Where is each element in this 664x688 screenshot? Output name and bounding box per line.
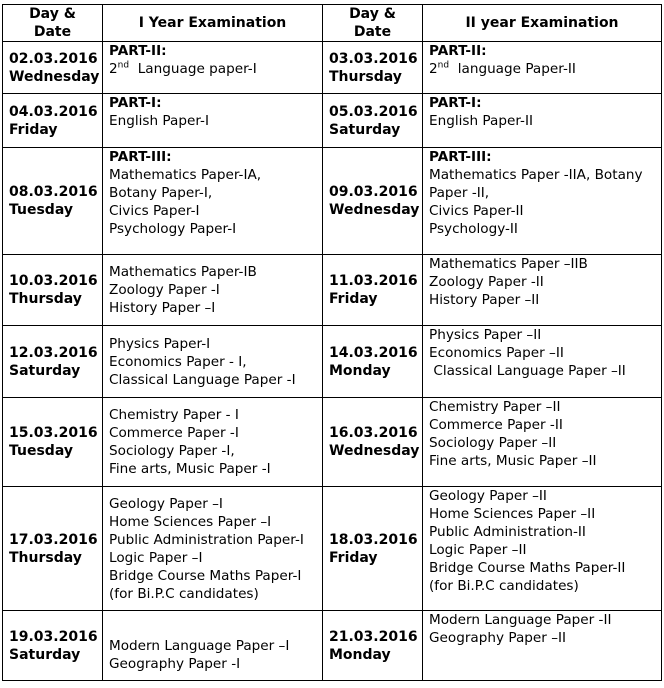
exam-date: 21.03.2016 (329, 628, 418, 645)
exam-date: 09.03.2016 (329, 184, 418, 200)
exam-paper-line: Modern Language Paper -II (429, 612, 612, 628)
exam-paper-line: Economics Paper - I, (109, 353, 247, 370)
second-year-exam-cell (423, 611, 662, 681)
exam-date: 11.03.2016 (329, 273, 418, 289)
exam-paper-line: Zoology Paper -I (109, 282, 220, 298)
first-year-exam-cell (103, 398, 323, 487)
exam-weekday: Saturday (9, 362, 81, 379)
exam-weekday: Thursday (9, 291, 82, 307)
first-year-date-cell (3, 398, 103, 487)
exam-paper-line: Mathematics Paper-IA, (109, 167, 262, 183)
exam-weekday: Wednesday (329, 202, 420, 218)
exam-paper-line: Home Sciences Paper –I (109, 513, 272, 530)
exam-paper-line: Civics Paper-I (109, 203, 200, 219)
exam-paper-line: Sociology Paper –II (429, 435, 557, 451)
second-year-exam-cell (423, 326, 662, 398)
second-year-date-cell (323, 487, 423, 611)
second-year-date-cell (323, 255, 423, 326)
exam-paper-line: Logic Paper –II (429, 542, 527, 558)
first-year-exam-cell (103, 326, 323, 398)
exam-paper-line: (for Bi.P.C candidates) (109, 585, 259, 602)
second-year-date-cell (323, 611, 423, 681)
second-language-line (109, 60, 316, 78)
exam-weekday: Thursday (329, 68, 402, 85)
exam-paper-line: Mathematics Paper –IIB (429, 256, 588, 272)
table-row (3, 42, 662, 94)
exam-paper-line: Bridge Course Maths Paper-I (109, 567, 302, 584)
second-year-exam-cell (423, 94, 662, 148)
exam-paper-line: Public Administration Paper-I (109, 531, 304, 548)
header-day-date-2: Day & Date (323, 5, 423, 42)
exam-paper-line: Commerce Paper -I (109, 425, 239, 441)
exam-paper-line: Home Sciences Paper –II (429, 506, 596, 522)
exam-date: 15.03.2016 (9, 425, 98, 441)
second-year-exam-cell (423, 255, 662, 326)
exam-weekday: Wednesday (9, 68, 100, 85)
exam-date: 04.03.2016 (9, 103, 98, 120)
exam-part-heading: PART-II: (429, 43, 487, 59)
exam-paper-line: Classical Language Paper -I (109, 371, 296, 388)
first-year-date-cell (3, 94, 103, 148)
exam-paper-line: Logic Paper –I (109, 549, 203, 566)
first-year-exam-cell (103, 42, 323, 94)
exam-paper-line: Fine arts, Music Paper -I (109, 461, 271, 477)
first-year-exam-cell (103, 487, 323, 611)
exam-paper-line: Bridge Course Maths Paper-II (429, 560, 626, 576)
second-year-date-cell (323, 148, 423, 255)
exam-paper-line: Public Administration-II (429, 524, 586, 540)
exam-date: 08.03.2016 (9, 184, 98, 200)
lang-ordinal-suffix: nd (437, 60, 450, 71)
exam-paper-line: (for Bi.P.C candidates) (429, 578, 579, 594)
exam-paper-line: Sociology Paper -I, (109, 443, 235, 459)
exam-paper-line: History Paper –I (109, 300, 216, 316)
exam-paper-line: Chemistry Paper - I (109, 407, 239, 423)
lang-ordinal-suffix: nd (117, 60, 130, 71)
first-year-date-cell (3, 148, 103, 255)
exam-paper-line: Physics Paper-I (109, 335, 211, 352)
lang-ordinal: 2 (109, 61, 118, 77)
exam-date: 10.03.2016 (9, 273, 98, 289)
exam-paper-line: Geology Paper –II (429, 488, 547, 504)
exam-paper-line: Commerce Paper -II (429, 417, 563, 433)
exam-paper-line: Geology Paper –I (109, 495, 223, 512)
exam-part-heading: PART-III: (109, 149, 172, 165)
exam-part-heading: PART-II: (109, 43, 167, 59)
table-row (3, 326, 662, 398)
exam-date: 12.03.2016 (9, 344, 98, 361)
table-row (3, 398, 662, 487)
exam-paper-line: Botany Paper-I, (109, 185, 213, 201)
exam-weekday: Saturday (329, 121, 401, 138)
exam-date: 05.03.2016 (329, 103, 418, 120)
exam-date: 16.03.2016 (329, 425, 418, 441)
first-year-exam-cell (103, 148, 323, 255)
second-year-date-cell (323, 94, 423, 148)
exam-paper-line: English Paper-I (109, 113, 209, 129)
first-year-date-cell (3, 611, 103, 681)
exam-part-heading: PART-I: (429, 95, 482, 111)
second-year-date-cell (323, 398, 423, 487)
exam-weekday: Friday (329, 291, 378, 307)
table-row (3, 148, 662, 255)
exam-date: 19.03.2016 (9, 628, 98, 645)
second-language-line (429, 60, 655, 78)
first-year-date-cell (3, 487, 103, 611)
exam-paper-line: Psychology-II (429, 221, 518, 237)
exam-weekday: Tuesday (9, 202, 73, 218)
exam-paper-line: History Paper –II (429, 292, 540, 308)
exam-weekday: Friday (9, 121, 58, 138)
lang-paper-name: Language paper-I (129, 61, 257, 77)
second-year-date-cell (323, 42, 423, 94)
table-row (3, 94, 662, 148)
exam-paper-line: Classical Language Paper –II (429, 363, 626, 379)
header-second-year: II year Examination (423, 5, 662, 42)
exam-schedule-table (2, 4, 662, 681)
first-year-exam-cell (103, 611, 323, 681)
exam-paper-line: Zoology Paper -II (429, 274, 544, 290)
exam-paper-line: Modern Language Paper –I (109, 637, 290, 654)
first-year-exam-cell (103, 94, 323, 148)
first-year-date-cell (3, 326, 103, 398)
exam-weekday: Wednesday (329, 443, 420, 459)
second-year-exam-cell (423, 148, 662, 255)
exam-weekday: Saturday (9, 646, 81, 663)
exam-weekday: Monday (329, 646, 391, 663)
exam-paper-line: Chemistry Paper –II (429, 399, 561, 415)
exam-paper-line: Civics Paper-II (429, 203, 524, 219)
exam-weekday: Thursday (9, 549, 82, 566)
exam-weekday: Tuesday (9, 443, 73, 459)
exam-paper-line: Geography Paper –II (429, 630, 567, 646)
table-row (3, 255, 662, 326)
first-year-exam-cell (103, 255, 323, 326)
table-row (3, 611, 662, 681)
exam-paper-line: Mathematics Paper-IB (109, 264, 257, 280)
second-year-exam-cell (423, 487, 662, 611)
exam-date: 18.03.2016 (329, 531, 418, 548)
lang-paper-name: language Paper-II (449, 61, 576, 77)
exam-weekday: Monday (329, 362, 391, 379)
exam-date: 17.03.2016 (9, 531, 98, 548)
exam-date: 02.03.2016 (9, 50, 98, 67)
second-year-exam-cell (423, 398, 662, 487)
exam-weekday: Friday (329, 549, 378, 566)
lang-ordinal: 2 (429, 61, 438, 77)
header-row (3, 5, 662, 42)
second-year-exam-cell (423, 42, 662, 94)
exam-paper-line: Fine arts, Music Paper –II (429, 453, 597, 469)
exam-paper-line: Paper -II, (429, 185, 490, 201)
exam-paper-line: Psychology Paper-I (109, 221, 237, 237)
exam-paper-line: Geography Paper -I (109, 655, 241, 672)
exam-paper-line: Economics Paper –II (429, 345, 564, 361)
first-year-date-cell (3, 42, 103, 94)
exam-part-heading: PART-III: (429, 149, 492, 165)
exam-part-heading: PART-I: (109, 95, 162, 111)
exam-date: 14.03.2016 (329, 344, 418, 361)
table-row (3, 487, 662, 611)
header-day-date: Day & Date (3, 5, 103, 42)
second-year-date-cell (323, 326, 423, 398)
exam-paper-line: Mathematics Paper -IIA, Botany (429, 167, 643, 183)
first-year-date-cell (3, 255, 103, 326)
exam-paper-line: English Paper-II (429, 113, 533, 129)
exam-paper-line: Physics Paper –II (429, 327, 542, 343)
header-first-year: I Year Examination (103, 5, 323, 42)
exam-date: 03.03.2016 (329, 50, 418, 67)
